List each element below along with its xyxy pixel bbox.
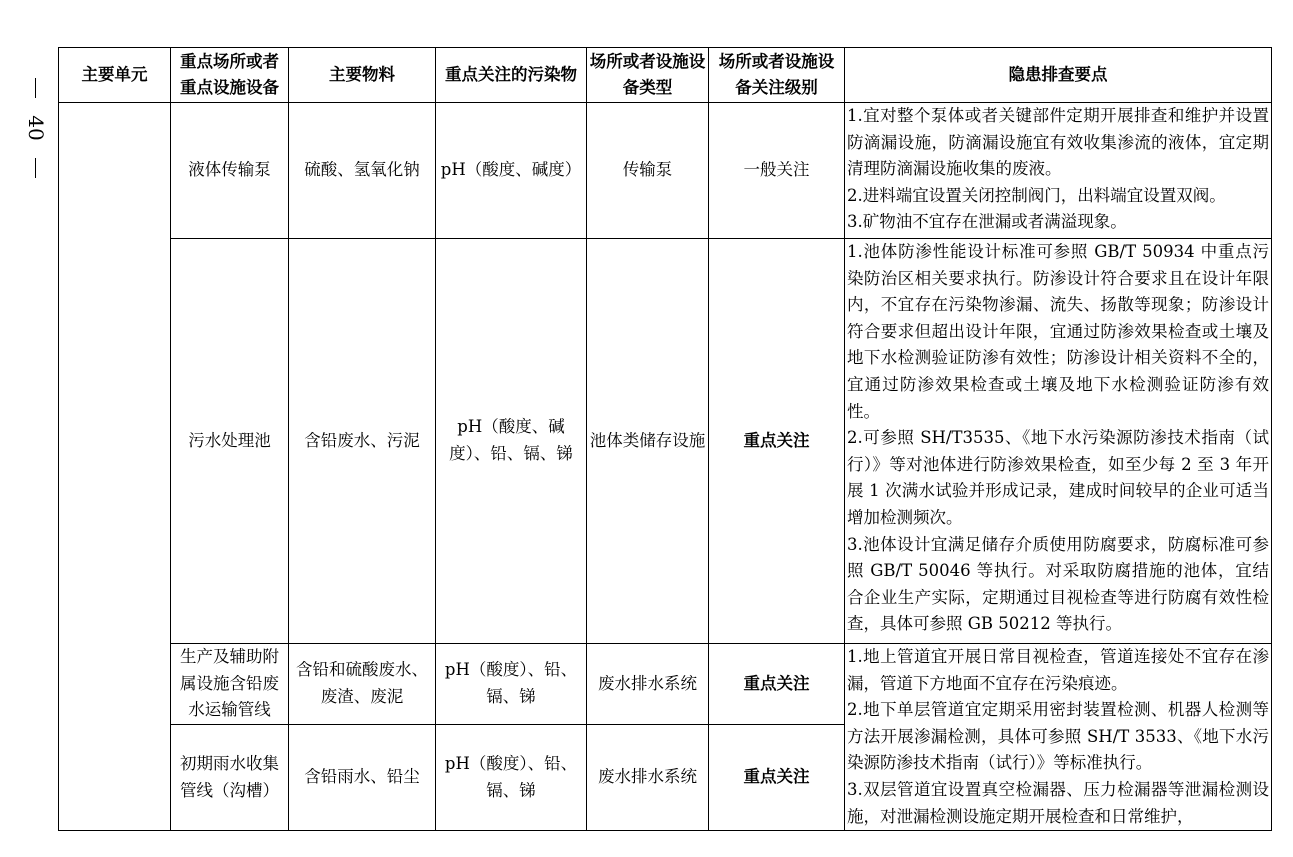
type-cell: 池体类储存设施	[587, 239, 709, 644]
material-cell: 含铅和硫酸废水、废渣、废泥	[289, 644, 436, 725]
header-material: 主要物料	[289, 48, 436, 103]
point-item: 3.矿物油不宜存在泄漏或者满溢现象。	[847, 212, 1127, 232]
point-item: 1.池体防渗性能设计标准可参照 GB/T 50934 中重点污染防治区相关要求执行。防渗设计符合要求且在设计年限内，不宜存在污染物渗漏、流失、扬散等现象；防渗设计符合要求但超出设计年限，宜通过防渗效果检查或土壤及地下水检测验证防渗有效性；防渗设计相关资料不全的，宜通过防渗效果检查或土壤及地下水检测验证防渗有效性。	[847, 242, 1269, 421]
point-item: 1.宜对整个泵体或者关键部件定期开展排查和维护并设置防滴漏设施，防滴漏设施宜有效收集渗流的液体，宜定期清理防滴漏设施收集的废液。	[847, 106, 1269, 179]
table-row	[59, 644, 1272, 725]
header-level: 场所或者设施设备关注级别	[709, 48, 845, 103]
level-cell: 重点关注	[709, 644, 845, 725]
header-facility: 重点场所或者重点设施设备	[171, 48, 289, 103]
unit-cell	[59, 103, 171, 831]
point-item: 2.地下单层管道宜定期采用密封装置检测、机器人检测等方法开展渗漏检测，具体可参照 SH/T 3533、《地下水污染源防渗技术指南（试行）》等标准执行。	[847, 700, 1269, 773]
header-points: 隐患排查要点	[845, 48, 1272, 103]
facility-cell: 液体传输泵	[171, 103, 289, 239]
type-cell: 废水排水系统	[587, 725, 709, 831]
material-cell: 含铅雨水、铅尘	[289, 725, 436, 831]
point-item: 3.池体设计宜满足储存介质使用防腐要求，防腐标准可参照 GB/T 50046 等执行。对采取防腐措施的池体，宜结合企业生产实际，定期通过目视检查等进行防腐有效性检查，具体可参照 GB 50212 等执行。	[847, 534, 1269, 634]
shared-points-cell	[845, 644, 1272, 831]
type-cell: 废水排水系统	[587, 644, 709, 725]
facility-cell: 污水处理池	[171, 239, 289, 644]
facility-cell: 初期雨水收集管线（沟槽）	[171, 725, 289, 831]
point-item: 1.地上管道宜开展日常目视检查，管道连接处不宜存在渗漏，管道下方地面不宜存在污染痕迹。	[847, 647, 1269, 693]
material-cell: 含铅废水、污泥	[289, 239, 436, 644]
inspection-table	[58, 47, 1272, 831]
pollutant-cell: pH（酸度、碱度）	[436, 103, 587, 239]
point-item: 2.可参照 SH/T3535、《地下水污染源防渗技术指南（试行）》等对池体进行防渗效果检查，如至少每 2 至 3 年开展 1 次满水试验并形成记录，建成时间较早的企业可适当增加检测频次。	[847, 428, 1269, 527]
table-header-row	[59, 48, 1272, 103]
table-row	[59, 103, 1272, 239]
level-cell: 一般关注	[709, 103, 845, 239]
pollutant-cell: pH（酸度、碱度）、铅、镉、锑	[436, 239, 587, 644]
page-number-dash-top	[35, 78, 36, 98]
header-pollutant: 重点关注的污染物	[436, 48, 587, 103]
header-type: 场所或者设施设备类型	[587, 48, 709, 103]
pollutant-cell: pH（酸度）、铅、镉、锑	[436, 644, 587, 725]
page-number: 40	[24, 115, 48, 141]
facility-cell: 生产及辅助附属设施含铅废水运输管线	[171, 644, 289, 725]
point-item: 3.双层管道宜设置真空检漏器、压力检漏器等泄漏检测设施，对泄漏检测设施定期开展检查和日常维护，	[847, 779, 1269, 826]
header-unit: 主要单元	[59, 48, 171, 103]
page-number-dash-bottom	[35, 158, 36, 178]
page-number-marker	[22, 78, 50, 178]
type-cell: 传输泵	[587, 103, 709, 239]
point-item: 2.进料端宜设置关闭控制阀门，出料端宜设置双阀。	[847, 185, 1226, 205]
points-cell	[845, 103, 1272, 239]
table-row	[59, 239, 1272, 644]
material-cell: 硫酸、氢氧化钠	[289, 103, 436, 239]
level-cell: 重点关注	[709, 725, 845, 831]
points-cell	[845, 239, 1272, 644]
pollutant-cell: pH（酸度）、铅、镉、锑	[436, 725, 587, 831]
level-cell: 重点关注	[709, 239, 845, 644]
